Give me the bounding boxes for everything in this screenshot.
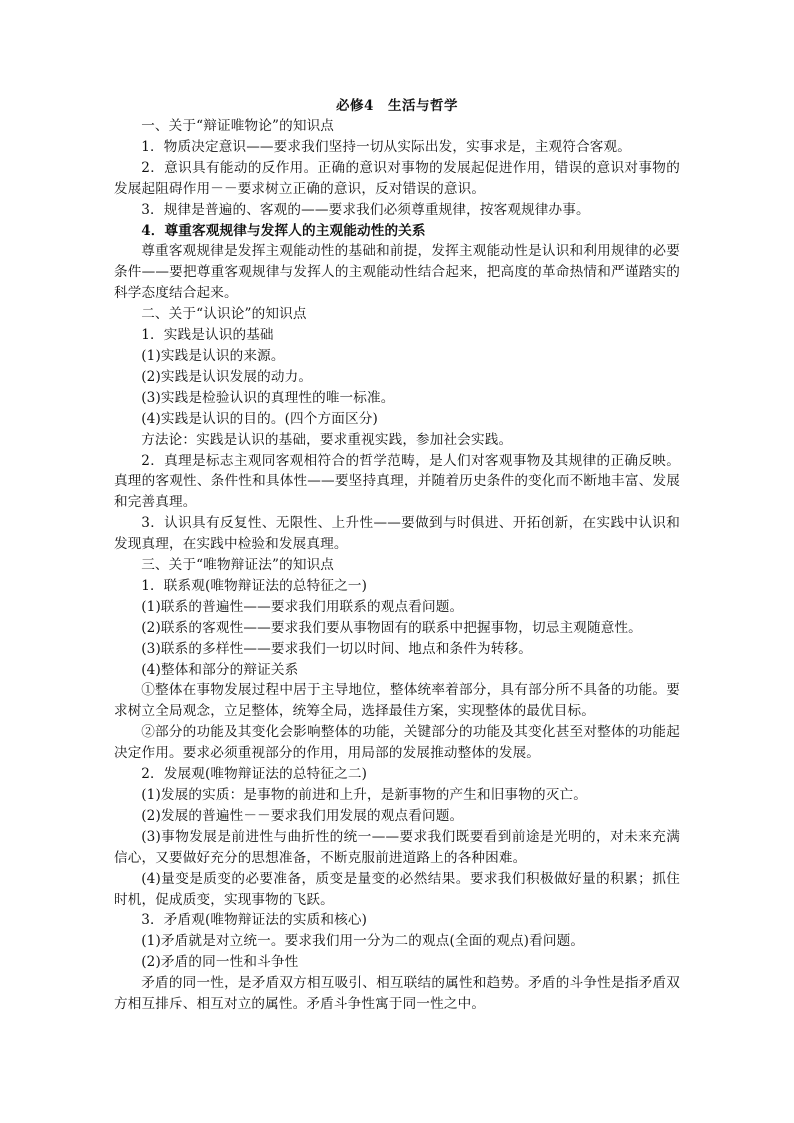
paragraph: 1．实践是认识的基础 xyxy=(141,327,274,344)
paragraph: (4)实践是认识的目的。(四个方面区分) xyxy=(141,410,378,427)
paragraph: (2)联系的客观性——要求我们要从事物固有的联系中把握事物，切忌主观随意性。 xyxy=(141,619,642,636)
paragraph: (4)量变是质变的必要准备，质变是量变的必然结果。要求我们积极做好量的积累；抓住时机，促成质变，实现事物的飞跃。 xyxy=(114,870,680,908)
paragraph: 尊重客观规律是发挥主观能动性的基础和前提，发挥主观能动性是认识和利用规律的必要条件——要把尊重客观规律与发挥人的主观能动性结合起来，把高度的革命热情和严谨踏实的科学态度结合起来。 xyxy=(114,243,680,302)
paragraph: 3．规律是普遍的、客观的——要求我们必须尊重规律，按客观规律办事。 xyxy=(141,201,590,218)
paragraph: (1)发展的实质：是事物的前进和上升，是新事物的产生和旧事物的灭亡。 xyxy=(141,787,587,803)
page-title: 必修4 生活与哲学 xyxy=(336,98,458,114)
paragraph: (2)实践是认识发展的动力。 xyxy=(141,368,313,385)
paragraph: (3)事物发展是前进性与曲折性的统一——要求我们既要看到前途是光明的，对未来充满信心，又要做好充分的思想准备，不断克服前进道路上的各种困难。 xyxy=(114,828,680,866)
paragraph: 矛盾的同一性，是矛盾双方相互吸引、相互联结的属性和趋势。矛盾的斗争性是指矛盾双方相互排斥、相互对立的属性。矛盾斗争性寓于同一性之中。 xyxy=(114,975,680,1013)
paragraph: 1．联系观(唯物辩证法的总特征之一) xyxy=(141,577,368,594)
paragraph: ①整体在事物发展过程中居于主导地位，整体统率着部分，具有部分所不具备的功能。要求树立全局观念，立足整体，统筹全局，选择最佳方案，实现整体的最优目标。 xyxy=(114,682,680,720)
paragraph: 一、关于“辩证唯物论”的知识点 xyxy=(141,118,335,134)
paragraph: ②部分的功能及其变化会影响整体的功能，关键部分的功能及其变化甚至对整体的功能起决定作用。要求必须重视部分的作用，用局部的发展推动整体的发展。 xyxy=(114,724,680,762)
paragraph: (4)整体和部分的辩证关系 xyxy=(141,661,299,678)
paragraph: 三、关于“唯物辩证法”的知识点 xyxy=(141,557,335,574)
paragraph: 2．意识具有能动的反作用。正确的意识对事物的发展起促进作用，错误的意识对事物的发展起阻碍作用－－要求树立正确的意识，反对错误的意识。 xyxy=(114,159,680,197)
paragraph: (3)实践是检验认识的真理性的唯一标准。 xyxy=(141,389,395,406)
paragraph: 3．矛盾观(唯物辩证法的实质和核心) xyxy=(141,912,368,929)
paragraph: (2)矛盾的同一性和斗争性 xyxy=(141,954,299,971)
paragraph: (1)矛盾就是对立统一。要求我们用一分为二的观点(全面的观点)看问题。 xyxy=(141,933,585,950)
paragraph: 4．尊重客观规律与发挥人的主观能动性的关系 xyxy=(141,222,426,239)
paragraph: (3)联系的多样性——要求我们一切以时间、地点和条件为转移。 xyxy=(141,640,532,657)
paragraph: (1)实践是认识的来源。 xyxy=(141,347,285,364)
paragraph: (1)联系的普遍性——要求我们用联系的观点看问题。 xyxy=(141,598,464,615)
paragraph: 二、关于“认识论”的知识点 xyxy=(141,306,307,323)
paragraph: (2)发展的普遍性－－要求我们用发展的观点看问题。 xyxy=(141,807,464,824)
paragraph: 2．发展观(唯物辩证法的总特征之二) xyxy=(141,766,368,783)
paragraph: 1．物质决定意识——要求我们坚持一切从实际出发，实事求是，主观符合客观。 xyxy=(141,138,632,155)
document-page xyxy=(114,96,680,1015)
paragraph: 方法论：实践是认识的基础，要求重视实践，参加社会实践。 xyxy=(141,431,513,448)
paragraph: 2．真理是标志主观同客观相符合的哲学范畴，是人们对客观事物及其规律的正确反映。真理的客观性、条件性和具体性——要坚持真理，并随着历史条件的变化而不断地丰富、发展和完善真理。 xyxy=(114,452,680,511)
paragraph: 3．认识具有反复性、无限性、上升性——要做到与时俱进、开拓创新，在实践中认识和发现真理，在实践中检验和发展真理。 xyxy=(114,515,680,553)
document-body xyxy=(114,116,680,1015)
